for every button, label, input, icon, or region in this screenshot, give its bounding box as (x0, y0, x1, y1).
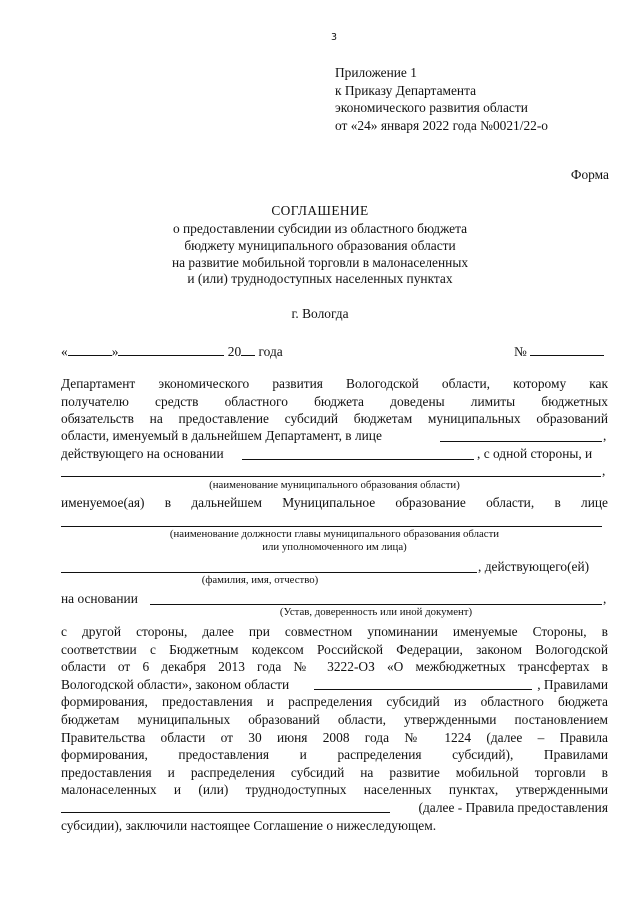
para2-line-1: с другой стороны, далее при совместном упоминании именуемые Стороны, в (61, 624, 608, 639)
page-number: 3 (331, 32, 338, 43)
para2-line-10: малонаселенных и (или) труднодоступных населенных пунктах, утвержденными (61, 782, 608, 798)
para2-line-4-end: , Правилами (537, 676, 608, 692)
appendix-line-2: к Приказу Департамента (335, 82, 477, 98)
representative-blank[interactable] (440, 441, 602, 442)
body-line-2: получателю средств областного бюджета доведены лимиты бюджетных (61, 393, 608, 409)
month-blank[interactable] (118, 342, 224, 356)
subtitle-line-2: бюджету муниципального образования области (184, 237, 456, 253)
basis-document-blank[interactable] (150, 604, 602, 605)
body-line-4-text: области, именуемый в дальнейшем Департамент, в лице (61, 428, 382, 443)
document-subtitle (0, 221, 640, 288)
municipality-name-blank[interactable] (61, 476, 601, 477)
note-head-position-2: или уполномоченного им лица) (262, 541, 407, 553)
body-line-7: именуемое(ая) в дальнейшем Муниципальное образование области, в лице (61, 495, 608, 510)
subtitle-line-3: на развитие мобильной торговли в малонаселенных (171, 254, 469, 270)
date-close-quote: » (111, 344, 119, 359)
para2-line-4-start: Вологодской области», законом области (61, 676, 290, 692)
date-open-quote: « (61, 344, 68, 359)
para2-line-9: предоставления и распределения субсидий на развитие мобильной торговли в (61, 764, 608, 780)
note-full-name: (фамилия, имя, отчество) (201, 574, 319, 586)
approval-act-blank[interactable] (61, 812, 390, 813)
para2-line-7: Правительства области от 30 июня 2008 года № 1224 (далее – Правила (61, 729, 608, 745)
subtitle-line-1: о предоставлении субсидии из областного бюджета (172, 221, 468, 236)
body-line-3: обязательств на предоставление субсидий бюджетам муниципальных образований (61, 411, 608, 427)
body-line-1: Департамент экономического развития Вологодской области, которому как (61, 376, 608, 391)
body-paragraph-2 (61, 623, 608, 834)
para2-line-11-end: (далее - Правила предоставления (418, 799, 608, 815)
body-line-10: на основании (61, 591, 138, 606)
para2-line-12: субсидии), заключили настоящее Соглашение о нижеследующем. (61, 817, 437, 833)
city-line: г. Вологда (291, 306, 349, 321)
note-basis-document: (Устав, доверенность или иной документ) (279, 606, 473, 618)
agreement-number-blank[interactable] (530, 342, 604, 356)
para2-line-11 (61, 799, 608, 817)
body-paragraph-1 (61, 375, 608, 428)
subtitle-line-4: и (или) труднодоступных населенных пунктах (187, 271, 453, 287)
agreement-number-line (514, 342, 604, 360)
para2-line-6: бюджетам муниципальных образований области, утвержденными постановлением (61, 711, 608, 727)
full-name-blank[interactable] (61, 572, 477, 573)
body-line-6-comma: , (602, 463, 606, 478)
body-line-4-comma: , (603, 428, 607, 443)
number-sign: № (514, 344, 527, 359)
note-municipality-name: (наименование муниципального образования области) (209, 479, 460, 491)
appendix-line-1: Приложение 1 (335, 65, 417, 80)
body-line-4 (61, 428, 382, 444)
para2-line-5: формирования, предоставления и распределения субсидий из областного бюджета (61, 694, 608, 710)
note-head-position-1: (наименование должности главы муниципального образования области (169, 528, 500, 540)
appendix-line-4: от «24» января 2022 года №0021/22-о (335, 117, 548, 133)
para2-line-2: соответствии с Бюджетным кодексом Российской Федерации, законом Вологодской (61, 641, 608, 657)
para2-line-3: области от 6 декабря 2013 года № 3222-ОЗ «О межбюджетных трансфертах в (61, 659, 608, 675)
body-line-10-comma: , (603, 591, 607, 606)
body-line-5: действующего на основании (61, 446, 224, 461)
regional-law-blank[interactable] (314, 689, 532, 690)
day-blank[interactable] (68, 342, 112, 356)
body-line-9-end: , действующего(ей) (478, 559, 590, 574)
basis-blank[interactable] (242, 459, 474, 460)
appendix-header (335, 64, 548, 134)
form-label: Форма (570, 167, 609, 182)
appendix-line-3: экономического развития области (335, 100, 528, 116)
para2-line-8: формирования, предоставления и распределения субсидий), Правилами (61, 747, 608, 763)
year-blank[interactable] (241, 342, 255, 356)
body-line-5-end: , с одной стороны, и (477, 446, 593, 461)
date-line (61, 342, 283, 360)
para2-line-4 (61, 676, 608, 694)
document-title: СОГЛАШЕНИЕ (271, 203, 369, 218)
year-prefix: 20 (227, 344, 242, 359)
year-suffix: года (255, 344, 283, 359)
head-position-blank[interactable] (61, 526, 602, 527)
